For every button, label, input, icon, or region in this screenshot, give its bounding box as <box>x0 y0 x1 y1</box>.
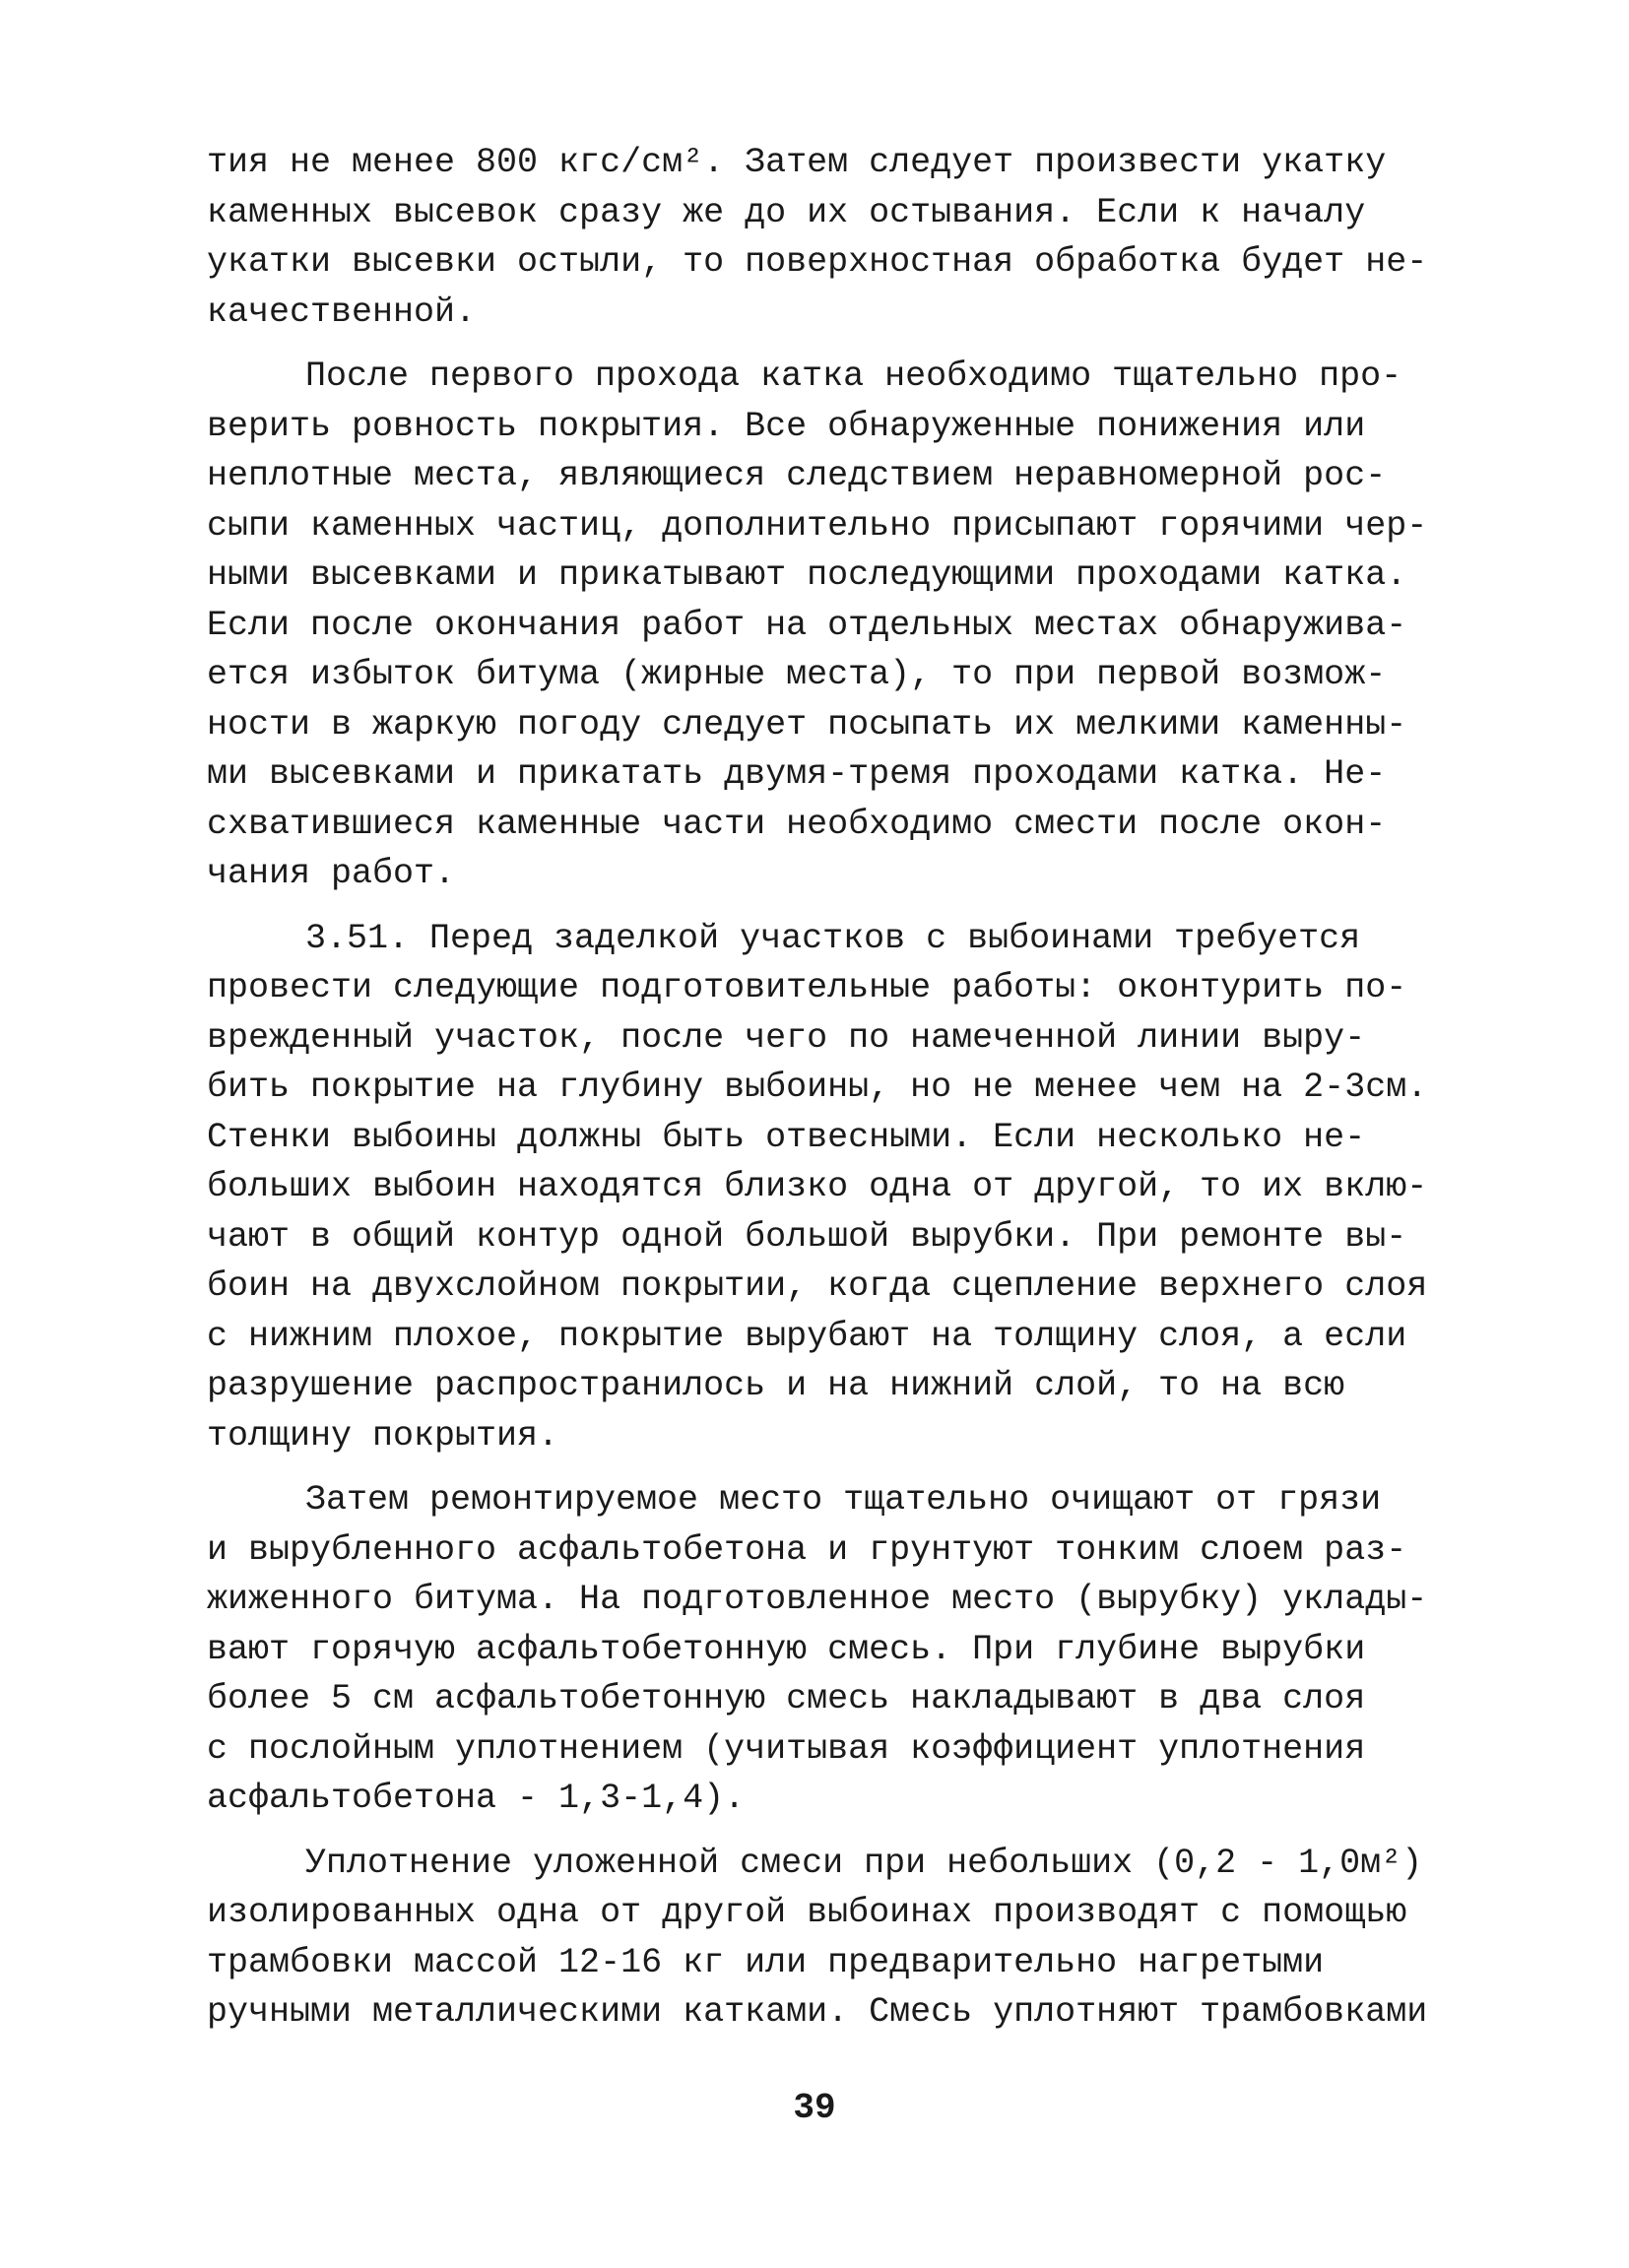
text-line: тия не менее 800 кгс/см². Затем следует произвести укатку <box>207 143 1387 182</box>
text-line: более 5 см асфальтобетонную смесь накладывают в два слоя <box>207 1679 1366 1718</box>
text-line: верить ровность покрытия. Все обнаруженные понижения или <box>207 406 1366 446</box>
text-line: каменных высевок сразу же до их остывания. Если к началу <box>207 192 1366 232</box>
page-number: 39 <box>793 2088 836 2128</box>
paragraph-1 <box>207 138 1428 337</box>
text-line: качественной. <box>207 292 477 332</box>
text-line: толщину покрытия. <box>207 1415 559 1456</box>
text-line: жиженного битума. На подготовленное место (вырубку) уклады- <box>207 1580 1428 1619</box>
text-line: После первого прохода катка необходимо тщательно про- <box>305 356 1402 396</box>
text-line: ми высевками и прикатать двумя-тремя проходами катка. Не- <box>207 754 1387 794</box>
text-line: больших выбоин находятся близко одна от другой, то их вклю- <box>207 1167 1428 1206</box>
text-line: вают горячую асфальтобетонную смесь. При глубине вырубки <box>207 1629 1366 1669</box>
text-line: трамбовки массой 12-16 кг или предварительно нагретыми <box>207 1942 1325 1982</box>
text-line: неплотные места, являющиеся следствием неравномерной рос- <box>207 456 1387 495</box>
text-line: с послойным уплотнением (учитывая коэффициент уплотнения <box>207 1728 1366 1769</box>
text-line: укатки высевки остыли, то поверхностная обработка будет не- <box>207 242 1428 282</box>
text-line: ручными металлическими катками. Смесь уплотняют трамбовками <box>207 1992 1428 2032</box>
text-line: Если после окончания работ на отдельных местах обнаружива- <box>207 605 1407 645</box>
text-line: 3.51. Перед заделкой участков с выбоинами требуется <box>305 918 1361 958</box>
text-line: боин на двухслойном покрытии, когда сцепление верхнего слоя <box>207 1266 1428 1306</box>
text-line: разрушение распространилось и на нижний слой, то на всю <box>207 1366 1345 1405</box>
text-line: изолированных одна от другой выбоинах производят с помощью <box>207 1893 1407 1932</box>
text-line: провести следующие подготовительные работы: оконтурить по- <box>207 968 1407 1007</box>
text-line: схватившиеся каменные части необходимо смести после окон- <box>207 804 1387 844</box>
text-line: Затем ремонтируемое место тщательно очищают от грязи <box>305 1480 1382 1520</box>
text-line: и вырубленного асфальтобетона и грунтуют тонким слоем раз- <box>207 1529 1407 1570</box>
text-line: ности в жаркую погоду следует посыпать их мелкими каменны- <box>207 704 1407 745</box>
text-line: асфальтобетона - 1,3-1,4). <box>207 1779 746 1818</box>
text-line: ными высевками и прикатывают последующими проходами катка. <box>207 555 1407 595</box>
text-line: чания работ. <box>207 854 456 893</box>
text-line: врежденный участок, после чего по намеченной линии выру- <box>207 1017 1366 1058</box>
paragraph-4 <box>207 1475 1428 1824</box>
text-line: Стенки выбоины должны быть отвесными. Если несколько не- <box>207 1117 1366 1157</box>
paragraph-3 <box>207 914 1428 1461</box>
text-line: ется избыток битума (жирные места), то при первой возмож- <box>207 655 1387 694</box>
paragraph-5 <box>207 1839 1428 2038</box>
text-line: с нижним плохое, покрытие вырубают на толщину слоя, а если <box>207 1316 1407 1356</box>
body-text <box>207 138 1428 2052</box>
text-line: чают в общий контур одной большой вырубки. При ремонте вы- <box>207 1216 1407 1257</box>
text-line: сыпи каменных частиц, дополнительно присыпают горячими чер- <box>207 505 1428 546</box>
paragraph-2 <box>207 352 1428 899</box>
text-line: Уплотнение уложенной смеси при небольших (0,2 - 1,0м²) <box>305 1843 1423 1883</box>
text-line: бить покрытие на глубину выбоины, но не менее чем на 2-3см. <box>207 1068 1428 1107</box>
